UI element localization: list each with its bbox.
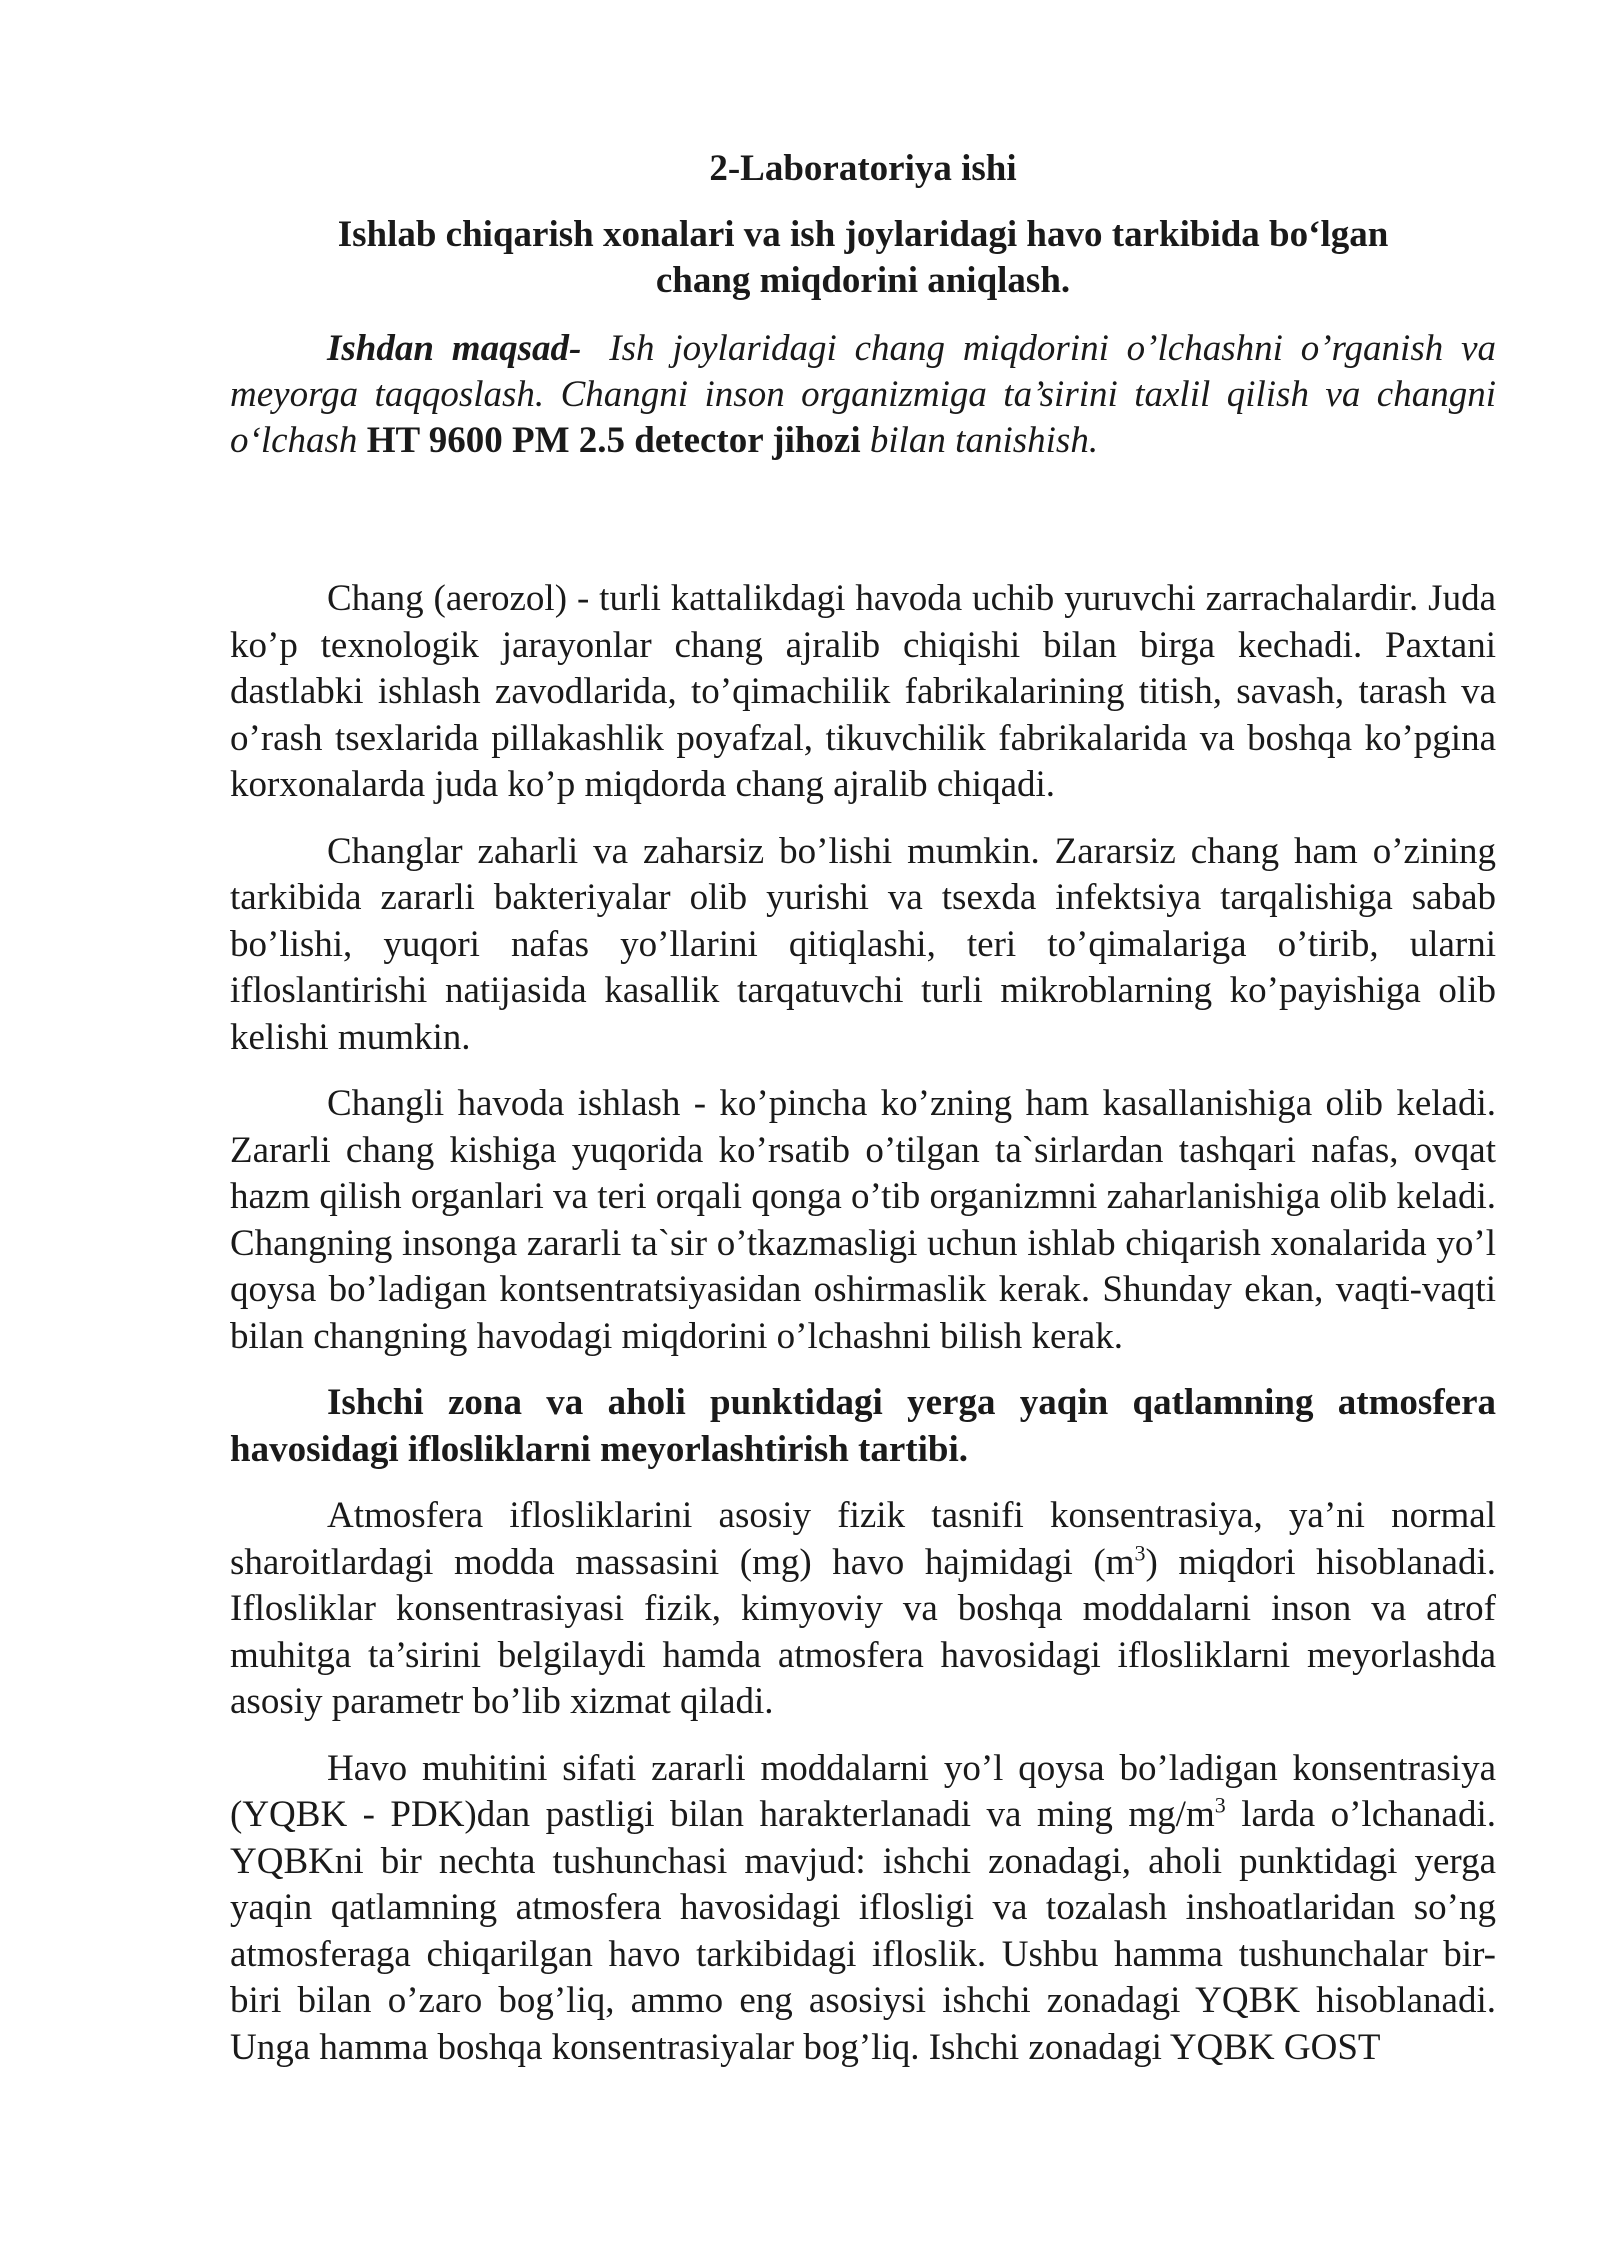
p5-text-2: larda o’lchanadi. YQBKni bir nechta tushunchasi mavjud: ishchi zonadagi, aholi punktidagi yerga yaqin qatlamning atmosfera havosidagi iflosligi va tozalash inshoatlaridan so’ng atmosferaga chiqarilgan havo tarkibidagi ifloslik. Ushbu hamma tushunchalar bir-biri bilan o’zaro bog’liq, ammo eng asosiysi ishchi zonadagi YQBK hisoblanadi. Unga hamma boshqa konsentrasiyalar bog’liq. Ishchi zonadagi YQBK GOST bbox=[230, 1794, 1496, 2068]
goal-text-part-2: bilan tanishish. bbox=[860, 420, 1099, 461]
p5-text-1: Havo muhitini sifati zararli moddalarni yo’l qoysa bo’ladigan konsentrasiya (YQBK - PDK)dan pastligi bilan harakterlanadi va ming mg/m bbox=[230, 1747, 1496, 1835]
goal-label: Ishdan maqsad- bbox=[327, 328, 582, 369]
lab-title-line-2: chang miqdorini aniqlash. bbox=[655, 260, 1071, 301]
device-name: HT 9600 PM 2.5 detector jihozi bbox=[366, 420, 861, 461]
paragraph-dust-definition: Chang (aerozol) - turli kattalikdagi havoda uchib yuruvchi zarrachalardir. Juda ko’p texnologik jarayonlar chang ajralib chiqishi bilan birga kechadi. Paxtani dastlabki ishlash zavodlarida, to’qimachilik fabrikalarining titish, savash, tarash va o’rash tsexlarida pillakashlik poyafzal, tikuvchilik fabrikalarida va boshqa ko’pgina korxonalarda juda ko’p miqdorda chang ajralib chiqadi. bbox=[230, 578, 1496, 805]
p4-superscript: 3 bbox=[1134, 1540, 1146, 1566]
p4-text-1: Atmosfera iflosliklarini asosiy fizik tasnifi konsentrasiya, ya’ni normal sharoitlardagi modda massasini (mg) havo hajmidagi (m bbox=[230, 1495, 1496, 1583]
lab-title bbox=[230, 212, 1496, 304]
p5-superscript: 3 bbox=[1214, 1792, 1226, 1818]
paragraph-concentration bbox=[230, 1493, 1496, 1726]
goal-paragraph bbox=[230, 326, 1496, 464]
goal-text-part-1: Ish joylaridagi chang miqdorini o’lchashni o’rganish va meyorga taqqoslash. Changni inson organizmiga ta’sirini taxlil qilish va changni o‘lchash bbox=[230, 328, 1496, 461]
section-heading: Ishchi zona va aholi punktidagi yerga yaqin qatlamning atmosfera havosidagi iflosliklarni meyorlashtirish tartibi. bbox=[230, 1382, 1496, 1470]
paragraph-dusty-air-work: Changli havoda ishlash - ko’pincha ko’zning ham kasallanishiga olib keladi. Zararli chang kishiga yuqorida ko’rsatib o’tilgan ta`sirlardan tashqari nafas, ovqat hazm qilish organlari va teri orqali qonga o’tib organizmni zaharlanishiga olib keladi. Changning insonga zararli ta`sir o’tkazmasligi uchun ishlab chiqarish xonalarida yo’l qoysa bo’ladigan kontsentratsiyasidan oshirmaslik kerak. Shunday ekan, vaqti-vaqti bilan changning havodagi miqdorini o’lchashni bilish kerak. bbox=[230, 1083, 1496, 1357]
paragraph-air-quality bbox=[230, 1746, 1496, 2072]
paragraph-dust-harm: Changlar zaharli va zaharsiz bo’lishi mumkin. Zararsiz chang ham o’zining tarkibida zararli bakteriyalar olib yurishi va tsexda infektsiya tarqalishiga sabab bo’lishi, yuqori nafas yo’llarini qitiqlashi, teri to’qimalariga o’tirib, ularni ifloslantirishi natijasida kasallik tarqatuvchi turli mikroblarning ko’payishiga olib kelishi mumkin. bbox=[230, 830, 1496, 1058]
lab-title-line-1: Ishlab chiqarish xonalari va ish joylaridagi havo tarkibida bo‘lgan bbox=[337, 214, 1389, 255]
p4-text-2: ) miqdori hisoblanadi. Iflosliklar konsentrasiyasi fizik, kimyoviy va boshqa moddalarni inson va atrof muhitga ta’sirini belgilaydi hamda atmosfera havosidagi iflosliklarni meyorlashda asosiy parametr bo’lib xizmat qiladi. bbox=[230, 1541, 1496, 1722]
lab-number-heading: 2-Laboratoriya ishi bbox=[709, 148, 1017, 189]
